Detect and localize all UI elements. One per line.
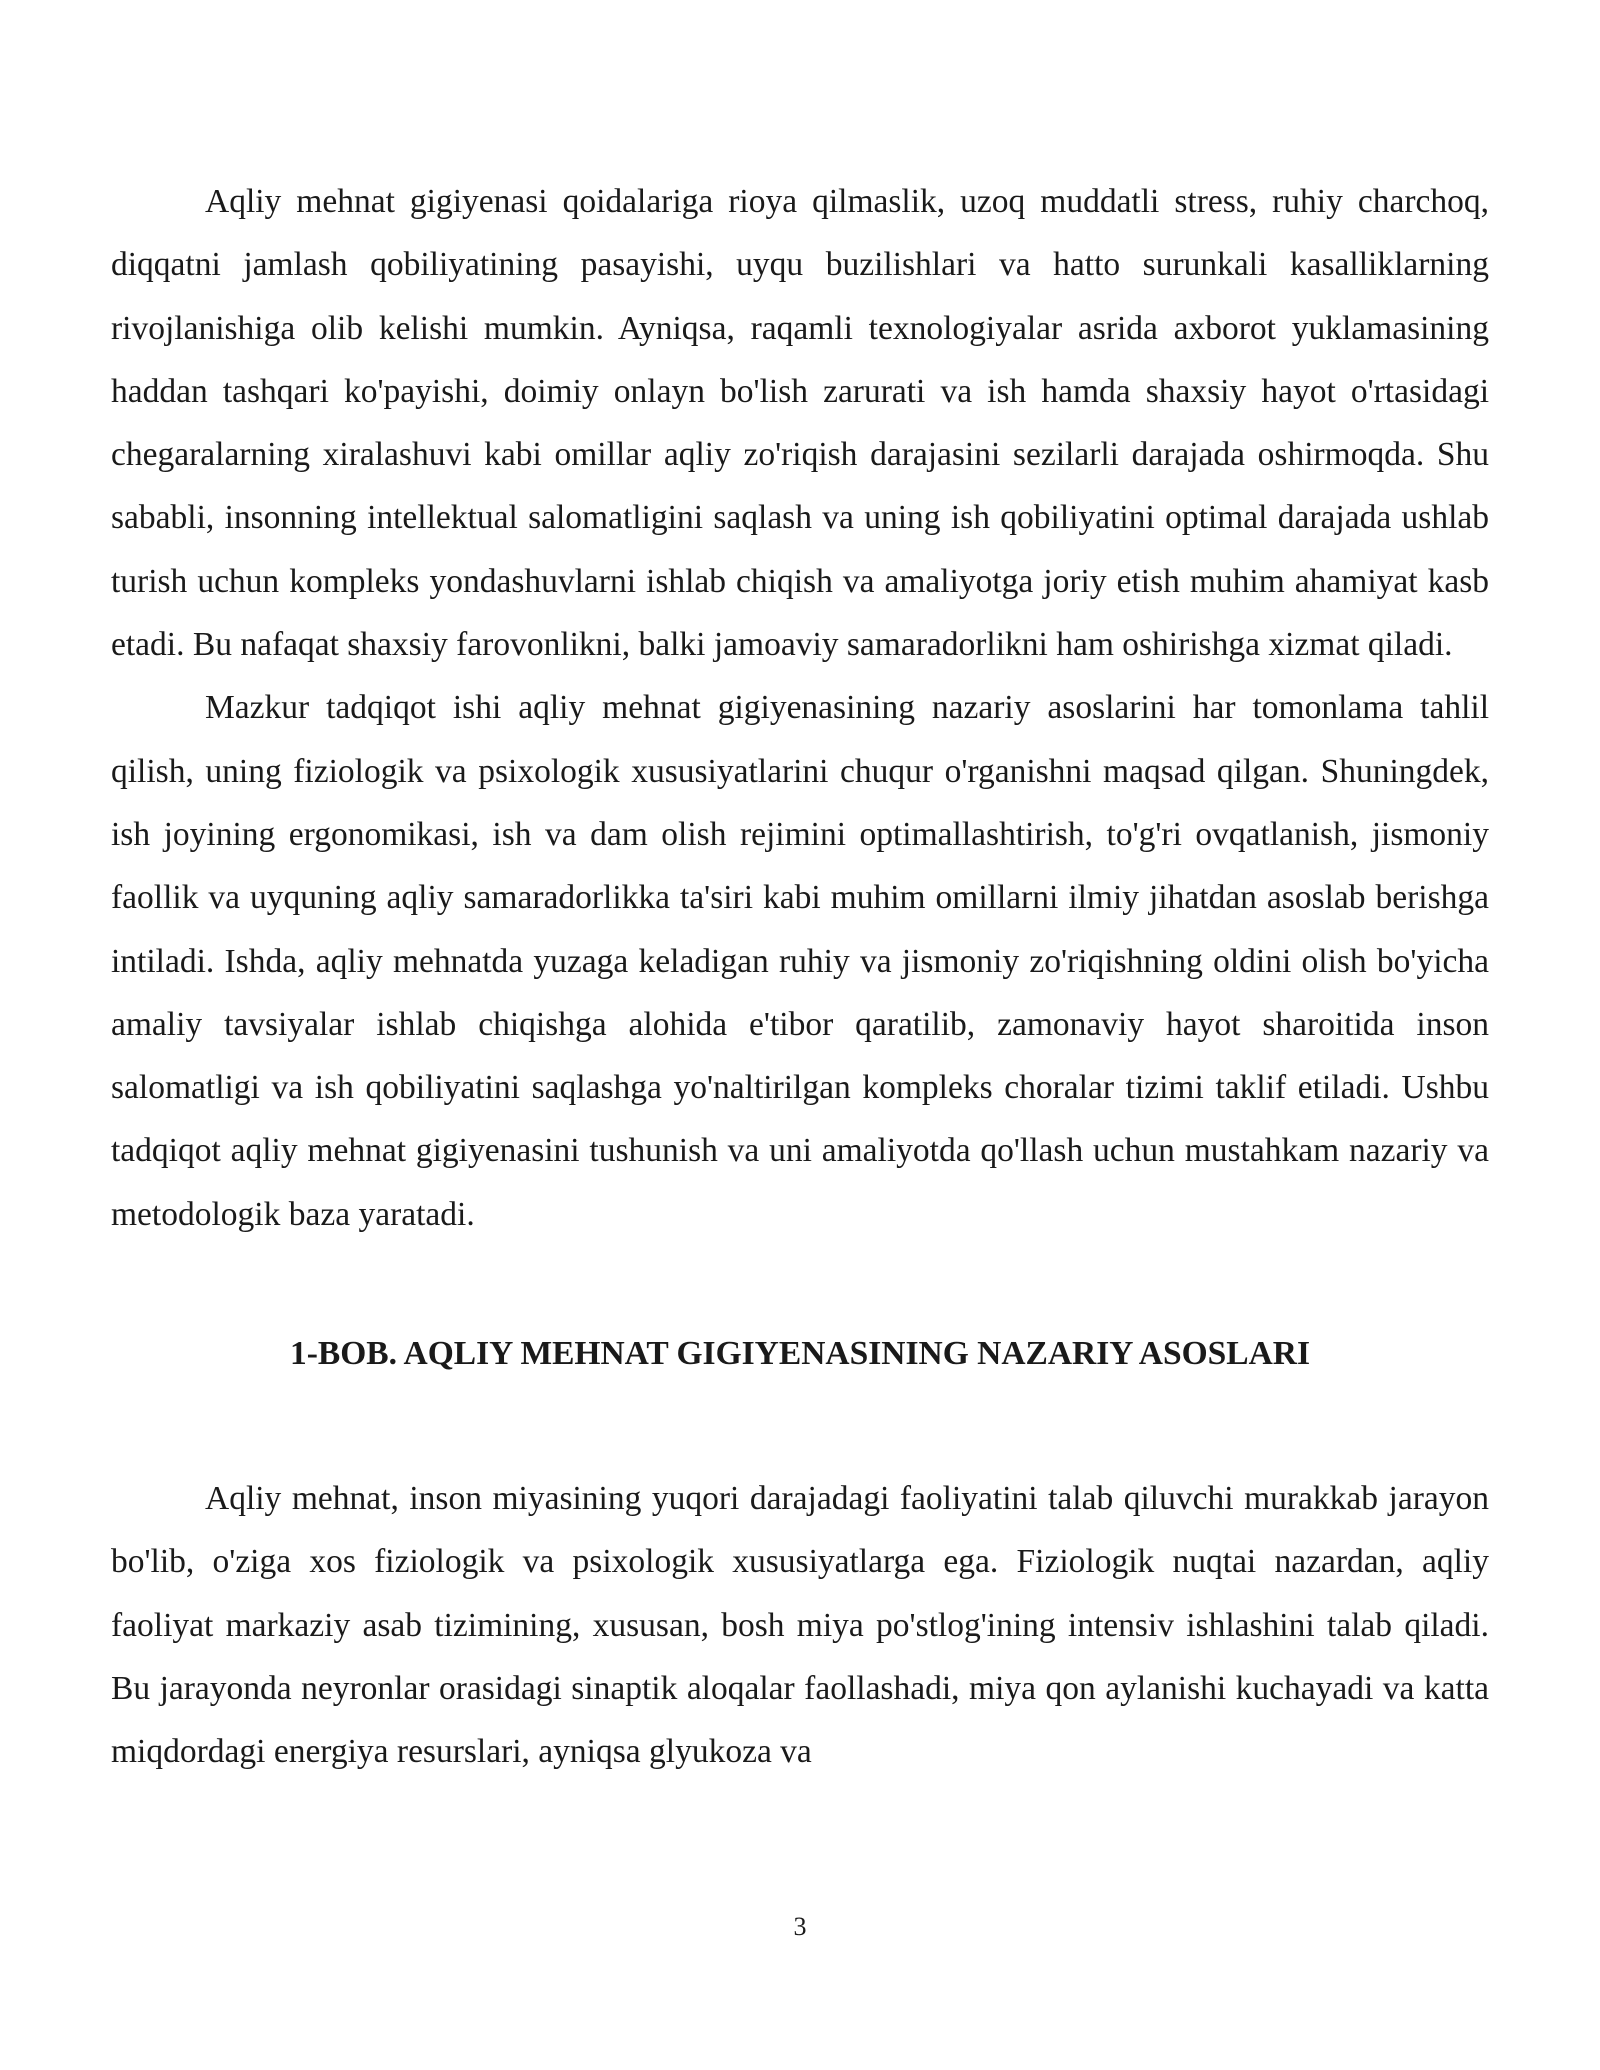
chapter-paragraph-1: Aqliy mehnat, inson miyasining yuqori darajadagi faoliyatini talab qiluvchi murakkab jarayon bo'lib, o'ziga xos fiziologik va psixologik xususiyatlarga ega. Fiziologik nuqtai nazardan, aqliy faoliyat markaziy asab tizimining, xususan, bosh miya po'stlog'ining intensiv ishlashini talab qiladi. Bu jarayonda neyronlar orasidagi sinaptik aloqalar faollashadi, miya qon aylanishi kuchayadi va katta miqdordagi energiya resurslari, ayniqsa glyukoza va: [111, 1480, 1489, 1771]
page-number: 3: [793, 1912, 807, 1941]
body-paragraph-2: Mazkur tadqiqot ishi aqliy mehnat gigiyenasining nazariy asoslarini har tomonlama tahlil qilish, uning fiziologik va psixologik xususiyatlarini chuqur o'rganishni maqsad qilgan. Shuningdek, ish joyining ergonomikasi, ish va dam olish rejimini optimallashtirish, to'g'ri ovqatlanish, jismoniy faollik va uyquning aqliy samaradorlikka ta'siri kabi muhim omillarni ilmiy jihatdan asoslab berishga intiladi. Ishda, aqliy mehnatda yuzaga keladigan ruhiy va jismoniy zo'riqishning oldini olish bo'yicha amaliy tavsiyalar ishlab chiqishga alohida e'tibor qaratilib, zamonaviy hayot sharoitida inson salomatligi va ish qobiliyatini saqlashga yo'naltirilgan kompleks choralar tizimi taklif etiladi. Ushbu tadqiqot aqliy mehnat gigiyenasini tushunish va uni amaliyotda qo'llash uchun mustahkam nazariy va metodologik baza yaratadi.: [111, 689, 1489, 1233]
chapter-heading: 1-BOB. AQLIY MEHNAT GIGIYENASINING NAZARIY ASOSLARI: [289, 1335, 1311, 1373]
body-paragraph-1: Aqliy mehnat gigiyenasi qoidalariga rioya qilmaslik, uzoq muddatli stress, ruhiy charchoq, diqqatni jamlash qobiliyatining pasayishi, uyqu buzilishlari va hatto surunkali kasalliklarning rivojlanishiga olib kelishi mumkin. Ayniqsa, raqamli texnologiyalar asrida axborot yuklamasining haddan tashqari ko'payishi, doimiy onlayn bo'lish zarurati va ish hamda shaxsiy hayot o'rtasidagi chegaralarning xiralashuvi kabi omillar aqliy zo'riqish darajasini sezilarli darajada oshirmoqda. Shu sababli, insonning intellektual salomatligini saqlash va uning ish qobiliyatini optimal darajada ushlab turish uchun kompleks yondashuvlarni ishlab chiqish va amaliyotga joriy etish muhim ahamiyat kasb etadi. Bu nafaqat shaxsiy farovonlikni, balki jamoaviy samaradorlikni ham oshirishga xizmat qiladi.: [111, 183, 1489, 664]
document-page: [111, 170, 1489, 1784]
